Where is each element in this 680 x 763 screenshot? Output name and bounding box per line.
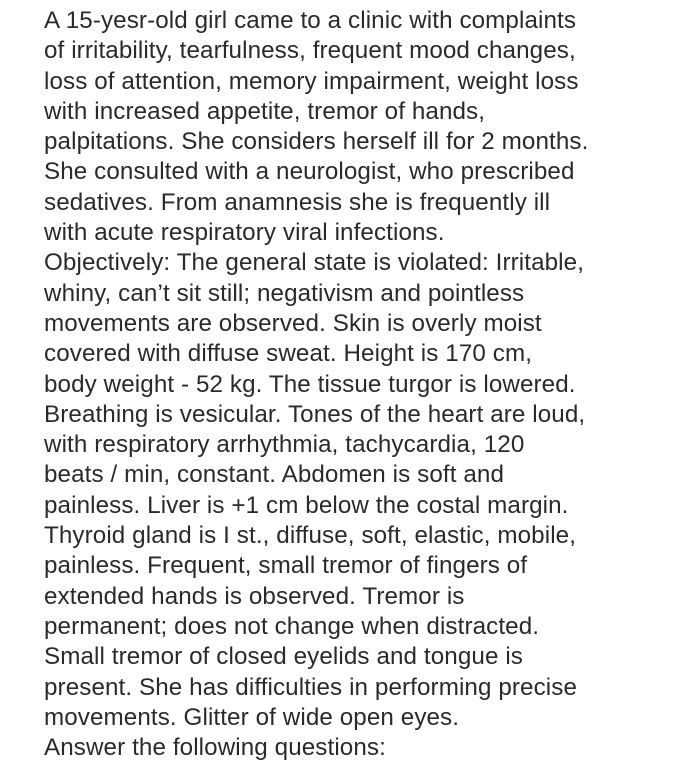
text-line: Objectively: The general state is violated: Irritable, — [44, 249, 585, 277]
text-line: covered with diffuse sweat. Height is 170 cm, — [44, 340, 533, 368]
text-line: Small tremor of closed eyelids and tongue is — [44, 643, 523, 671]
text-line: She consulted with a neurologist, who prescribed — [44, 158, 575, 186]
text-line: painless. Frequent, small tremor of fingers of — [44, 552, 528, 580]
text-line-cut-off: Answer the following questions: — [44, 734, 386, 762]
text-line: movements. Glitter of wide open eyes. — [44, 703, 460, 731]
text-line: beats / min, constant. Abdomen is soft and — [44, 461, 504, 489]
text-line: movements are observed. Skin is overly moist — [44, 309, 542, 337]
text-line: present. She has difficulties in performing precise — [44, 673, 578, 701]
text-line: A 15-yesr-old girl came to a clinic with complaints — [44, 7, 577, 34]
text-line: Breathing is vesicular. Tones of the heart are loud, — [44, 400, 586, 428]
text-line: with respiratory arrhythmia, tachycardia, 120 — [44, 431, 525, 459]
text-line: Thyroid gland is I st., diffuse, soft, elastic, mobile, — [44, 522, 577, 550]
text-line: palpitations. She considers herself ill for 2 months. — [44, 128, 589, 156]
text-line: permanent; does not change when distracted. — [44, 612, 540, 640]
case-description-text — [44, 6, 674, 763]
text-line: painless. Liver is +1 cm below the costal margin. — [44, 491, 569, 519]
text-line: sedatives. From anamnesis she is frequently ill — [44, 188, 551, 216]
text-line: extended hands is observed. Tremor is — [44, 582, 465, 610]
text-line: with increased appetite, tremor of hands, — [44, 97, 486, 125]
text-line: body weight - 52 kg. The tissue turgor is lowered. — [44, 370, 576, 398]
text-line: whiny, can’t sit still; negativism and pointless — [44, 279, 525, 307]
text-line: with acute respiratory viral infections. — [44, 219, 445, 247]
text-line: loss of attention, memory impairment, weight loss — [44, 67, 579, 95]
text-line: of irritability, tearfulness, frequent mood changes, — [44, 37, 576, 65]
